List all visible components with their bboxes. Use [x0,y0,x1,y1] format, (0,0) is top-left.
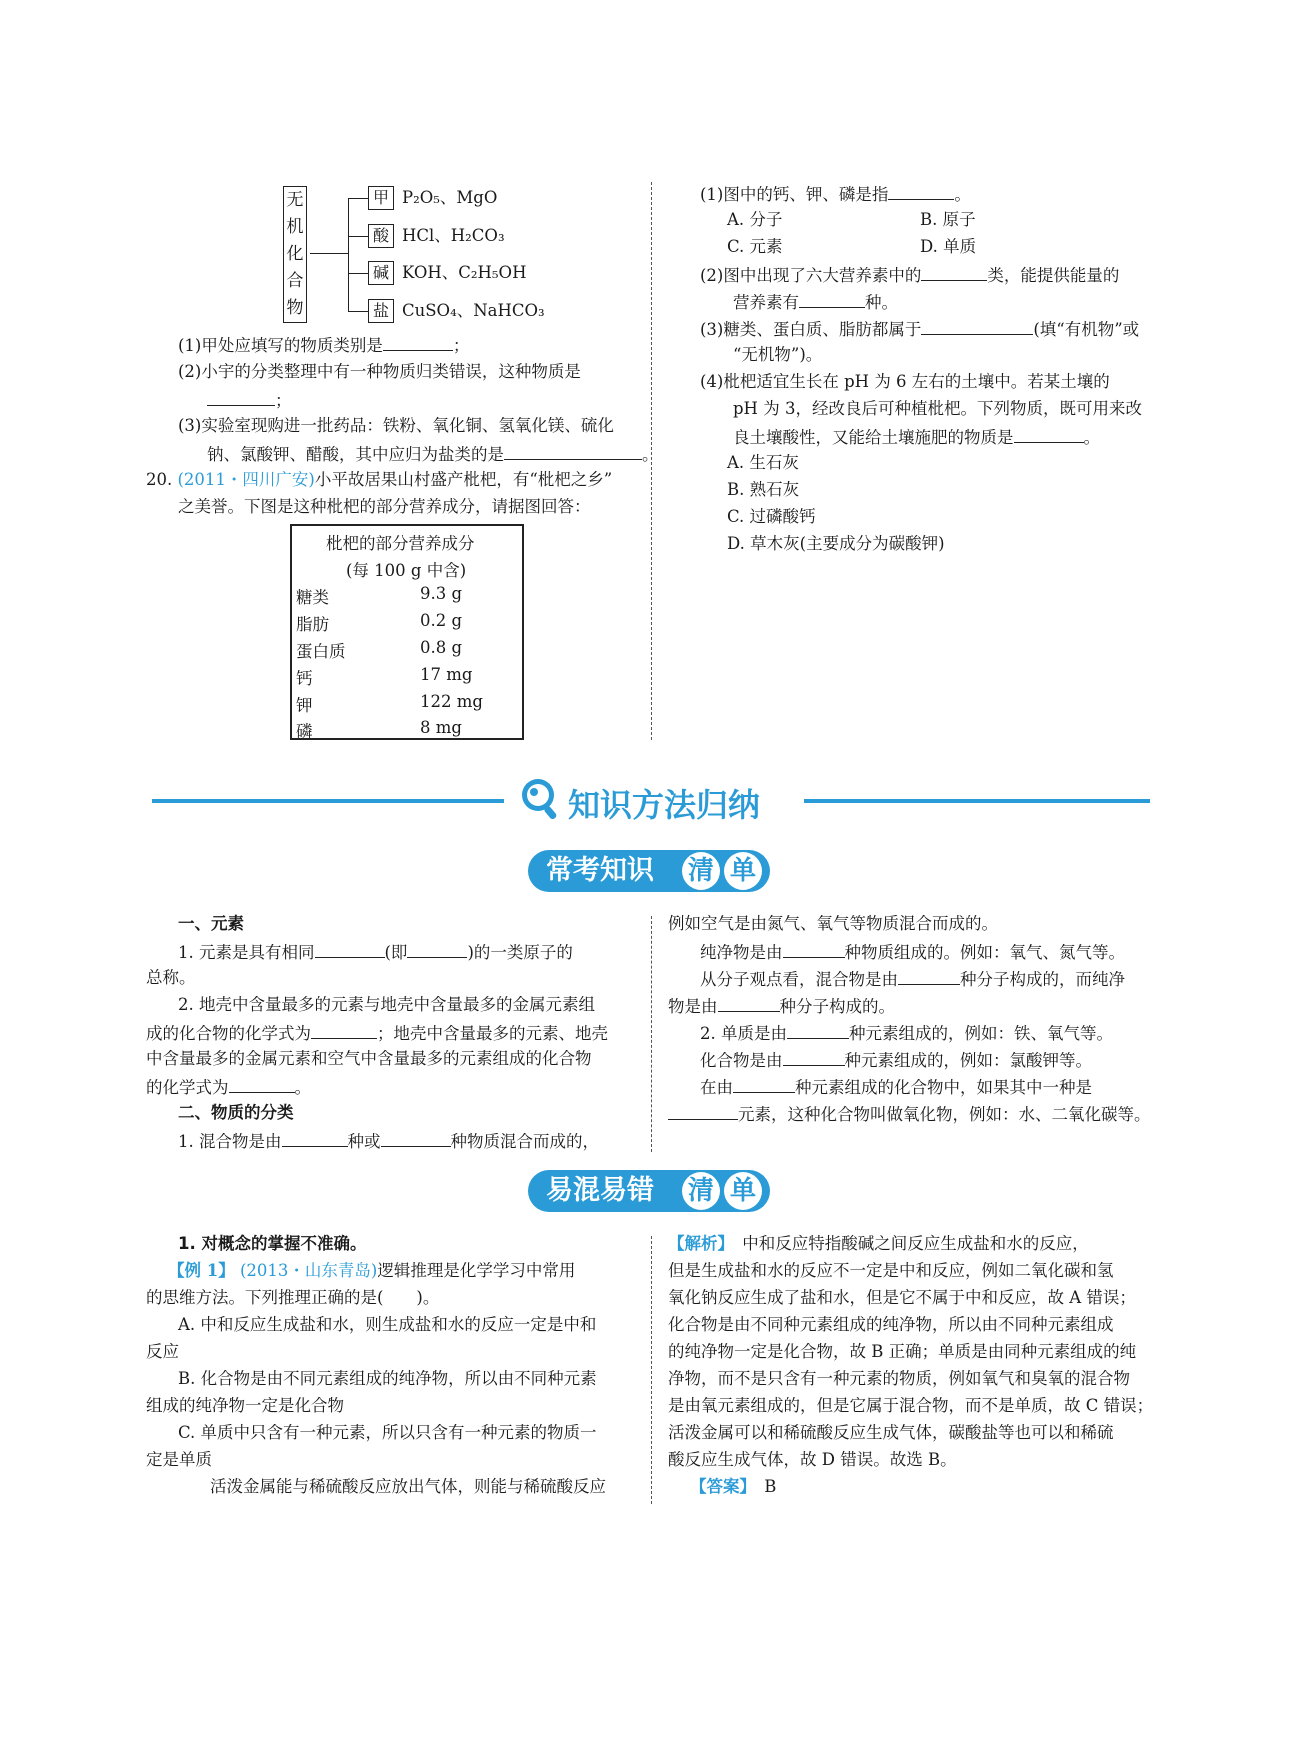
text-line: 在由 种元素组成的化合物中，如果其中一种是 [700,1078,1092,1097]
text-line: 1. 混合物是由 种或 种物质混合而成的， [178,1132,599,1151]
category-box: 酸 [368,224,394,248]
section-title: 知识方法归纳 [568,786,761,824]
root-char: 物 [286,298,304,318]
analysis-line: 活泼金属可以和稀硫酸反应生成气体，碳酸盐等也可以和稀硫 [668,1423,1114,1442]
heading: 二、物质的分类 [178,1103,294,1122]
banner-char: 单 [724,852,762,890]
table-row-value: 17 mg [420,665,473,684]
option-line: C. 单质中只含有一种元素，所以只含有一种元素的物质一 [178,1423,597,1442]
magnifier-icon [518,776,564,822]
formula: P₂O₅、MgO [402,188,498,207]
option-line: 组成的纯净物一定是化合物 [146,1396,344,1415]
text-line: 例如空气是由氮气、氧气等物质混合而成的。 [668,914,998,933]
answer-label: 【答案】 [690,1477,748,1496]
q19-part1: (1)甲处应填写的物质类别是 ； [178,336,470,355]
rq4-option: D. 草木灰(主要成分为碳酸钾) [727,534,945,553]
analysis-label: 【解析】 [668,1234,726,1253]
answer-line [690,1477,776,1497]
connector-line [348,273,368,274]
q19-part2: (2)小宇的分类整理中有一种物质归类错误，这种物质是 [178,362,581,381]
section-rule-right [804,799,1150,803]
text-line: 物是由 种分子构成的。 [668,997,895,1016]
q19-part2-blank: ； [207,389,292,411]
rq2: (2)图中出现了六大营养素中的 类，能提供能量的 [700,266,1120,285]
rq1-option: D. 单质 [920,237,977,256]
q20-source: (2011・四川广安) [177,470,315,489]
text-line: 的化学式为 。 [146,1078,311,1097]
rq4-cont: 良土壤酸性，又能给土壤施肥的物质是 。 [733,428,1100,447]
analysis-line: 【解析】 中和反应特指酸碱之间反应生成盐和水的反应， [668,1234,1089,1253]
banner-char: 单 [724,1172,762,1210]
table-row-name: 脂肪 [296,615,329,634]
rq3-cont: “无机物”)。 [733,345,823,364]
connector-line [348,311,368,312]
classification-root-box [283,186,307,323]
text-line: 中含量最多的金属元素和空气中含量最多的元素组成的化合物 [146,1049,592,1068]
q20-stem-cont: 之美誉。下图是这种枇杷的部分营养成分，请据图回答： [178,497,591,516]
example-label: 【例 1】 [168,1261,235,1280]
root-char: 合 [286,271,304,291]
table-row-name: 钙 [296,669,313,688]
rq4-option: A. 生石灰 [727,453,799,472]
column-divider [651,182,652,740]
text-line: 纯净物是由 种物质组成的。例如：氧气、氮气等。 [700,943,1125,962]
text-line: 1. 元素是具有相同 (即 )的一类原子的 [178,943,573,962]
text-line: 2. 单质是由 种元素组成的，例如：铁、氧气等。 [700,1024,1113,1043]
rq4: (4)枇杷适宜生长在 pH 为 6 左右的土壤中。若某土壤的 [700,372,1110,391]
analysis-line: 氧化钠反应生成了盐和水，但是它不属于中和反应，故 A 错误； [668,1288,1136,1307]
table-row-name: 蛋白质 [296,642,346,661]
section-rule-left [152,799,504,803]
option-line: A. 中和反应生成盐和水，则生成盐和水的反应一定是中和 [178,1315,597,1334]
formula: KOH、C₂H₅OH [402,263,527,282]
root-char: 无 [286,190,304,210]
text-line: 的思维方法。下列推理正确的是( )。 [146,1288,440,1307]
rq4-option: B. 熟石灰 [727,480,800,499]
rq4-cont: pH 为 3，经改良后可种植枇杷。下列物质，既可用来改 [733,399,1142,418]
connector-line [348,236,368,237]
banner-char: 清 [682,1172,720,1210]
banner-char: 清 [682,852,720,890]
text-line: 总称。 [146,968,196,987]
heading: 1. 对概念的掌握不准确。 [178,1234,367,1253]
text-line: 元素，这种化合物叫做氧化物，例如：水、二氧化碳等。 [668,1103,1151,1125]
category-box: 甲 [368,186,394,210]
table-row-value: 9.3 g [420,584,463,603]
rq1-option: A. 分子 [727,210,783,229]
rq3: (3)糖类、蛋白质、脂肪都属于 (填“有机物”或 [700,320,1140,339]
banner-frequent-knowledge: 常考知识 清 单 [528,850,770,892]
rq4-option: C. 过磷酸钙 [727,507,816,526]
analysis-line: 的纯净物一定是化合物，故 B 正确；单质是由同种元素组成的纯 [668,1342,1137,1361]
q19-part3-cont: 钠、氯酸钾、醋酸，其中应归为盐类的是 。 [207,445,659,464]
analysis-line: 但是生成盐和水的反应不一定是中和反应，例如二氧化碳和氢 [668,1261,1114,1280]
rq2-cont: 营养素有 种。 [733,293,898,312]
option-line: 定是单质 [146,1450,212,1469]
table-row-name: 糖类 [296,588,329,607]
q19-part3: (3)实验室现购进一批药品：铁粉、氧化铜、氢氧化镁、硫化 [178,416,614,435]
rq1-option: C. 元素 [727,237,783,256]
q20-stem: 20. (2011・四川广安)小平故居果山村盛产枇杷，有“枇杷之乡” [146,470,613,489]
analysis-line: 是由氧元素组成的，但是它属于混合物，而不是单质，故 C 错误； [668,1396,1154,1415]
analysis-line: 化合物是由不同种元素组成的纯净物，所以由不同种元素组成 [668,1315,1114,1334]
analysis-line: 净物，而不是只含有一种元素的物质，例如氧气和臭氧的混合物 [668,1369,1130,1388]
option-line: B. 化合物是由不同元素组成的纯净物，所以由不同种元素 [178,1369,597,1388]
text-line: 成的化合物的化学式为 ；地壳中含量最多的元素、地壳 [146,1024,608,1043]
example-stem: 【例 1】 (2013・山东青岛)逻辑推理是化学学习中常用 [168,1261,576,1280]
table-subtitle: (每 100 g 中含) [346,561,467,580]
table-row-value: 0.2 g [420,611,463,630]
category-box: 碱 [368,261,394,285]
text-line: 2. 地壳中含量最多的元素与地壳中含量最多的金属元素组 [178,995,595,1014]
option-line: 活泼金属能与稀硫酸反应放出气体，则能与稀硫酸反应 [210,1477,606,1496]
formula: HCl、H₂CO₃ [402,226,505,245]
table-row-value: 0.8 g [420,638,463,657]
column-divider [651,1236,652,1504]
text-line: 从分子观点看，混合物是由 种分子构成的，而纯净 [700,970,1125,989]
table-row-name: 磷 [296,722,313,741]
table-row-value: 8 mg [420,718,462,737]
bracket-line [348,198,349,312]
root-char: 化 [286,244,304,264]
table-row-name: 钾 [296,696,313,715]
root-char: 机 [286,217,304,237]
connector-line [348,198,368,199]
table-title: 枇杷的部分营养成分 [326,534,475,553]
rq1: (1)图中的钙、钾、磷是指 。 [700,185,971,204]
table-row-value: 122 mg [420,692,483,711]
answer-value: B [764,1477,777,1496]
option-line: 反应 [146,1342,179,1361]
category-box: 盐 [368,299,394,323]
banner-common-errors: 易混易错 清 单 [528,1170,770,1212]
analysis-line: 酸反应生成气体，故 D 错误。故选 B。 [668,1450,957,1469]
formula: CuSO₄、NaHCO₃ [402,301,545,320]
heading: 一、元素 [178,914,244,933]
connector-line [310,253,348,254]
column-divider [651,916,652,1152]
rq1-option: B. 原子 [920,210,976,229]
text-line: 化合物是由 种元素组成的，例如：氯酸钾等。 [700,1051,1092,1070]
example-source: (2013・山东青岛) [239,1261,378,1280]
